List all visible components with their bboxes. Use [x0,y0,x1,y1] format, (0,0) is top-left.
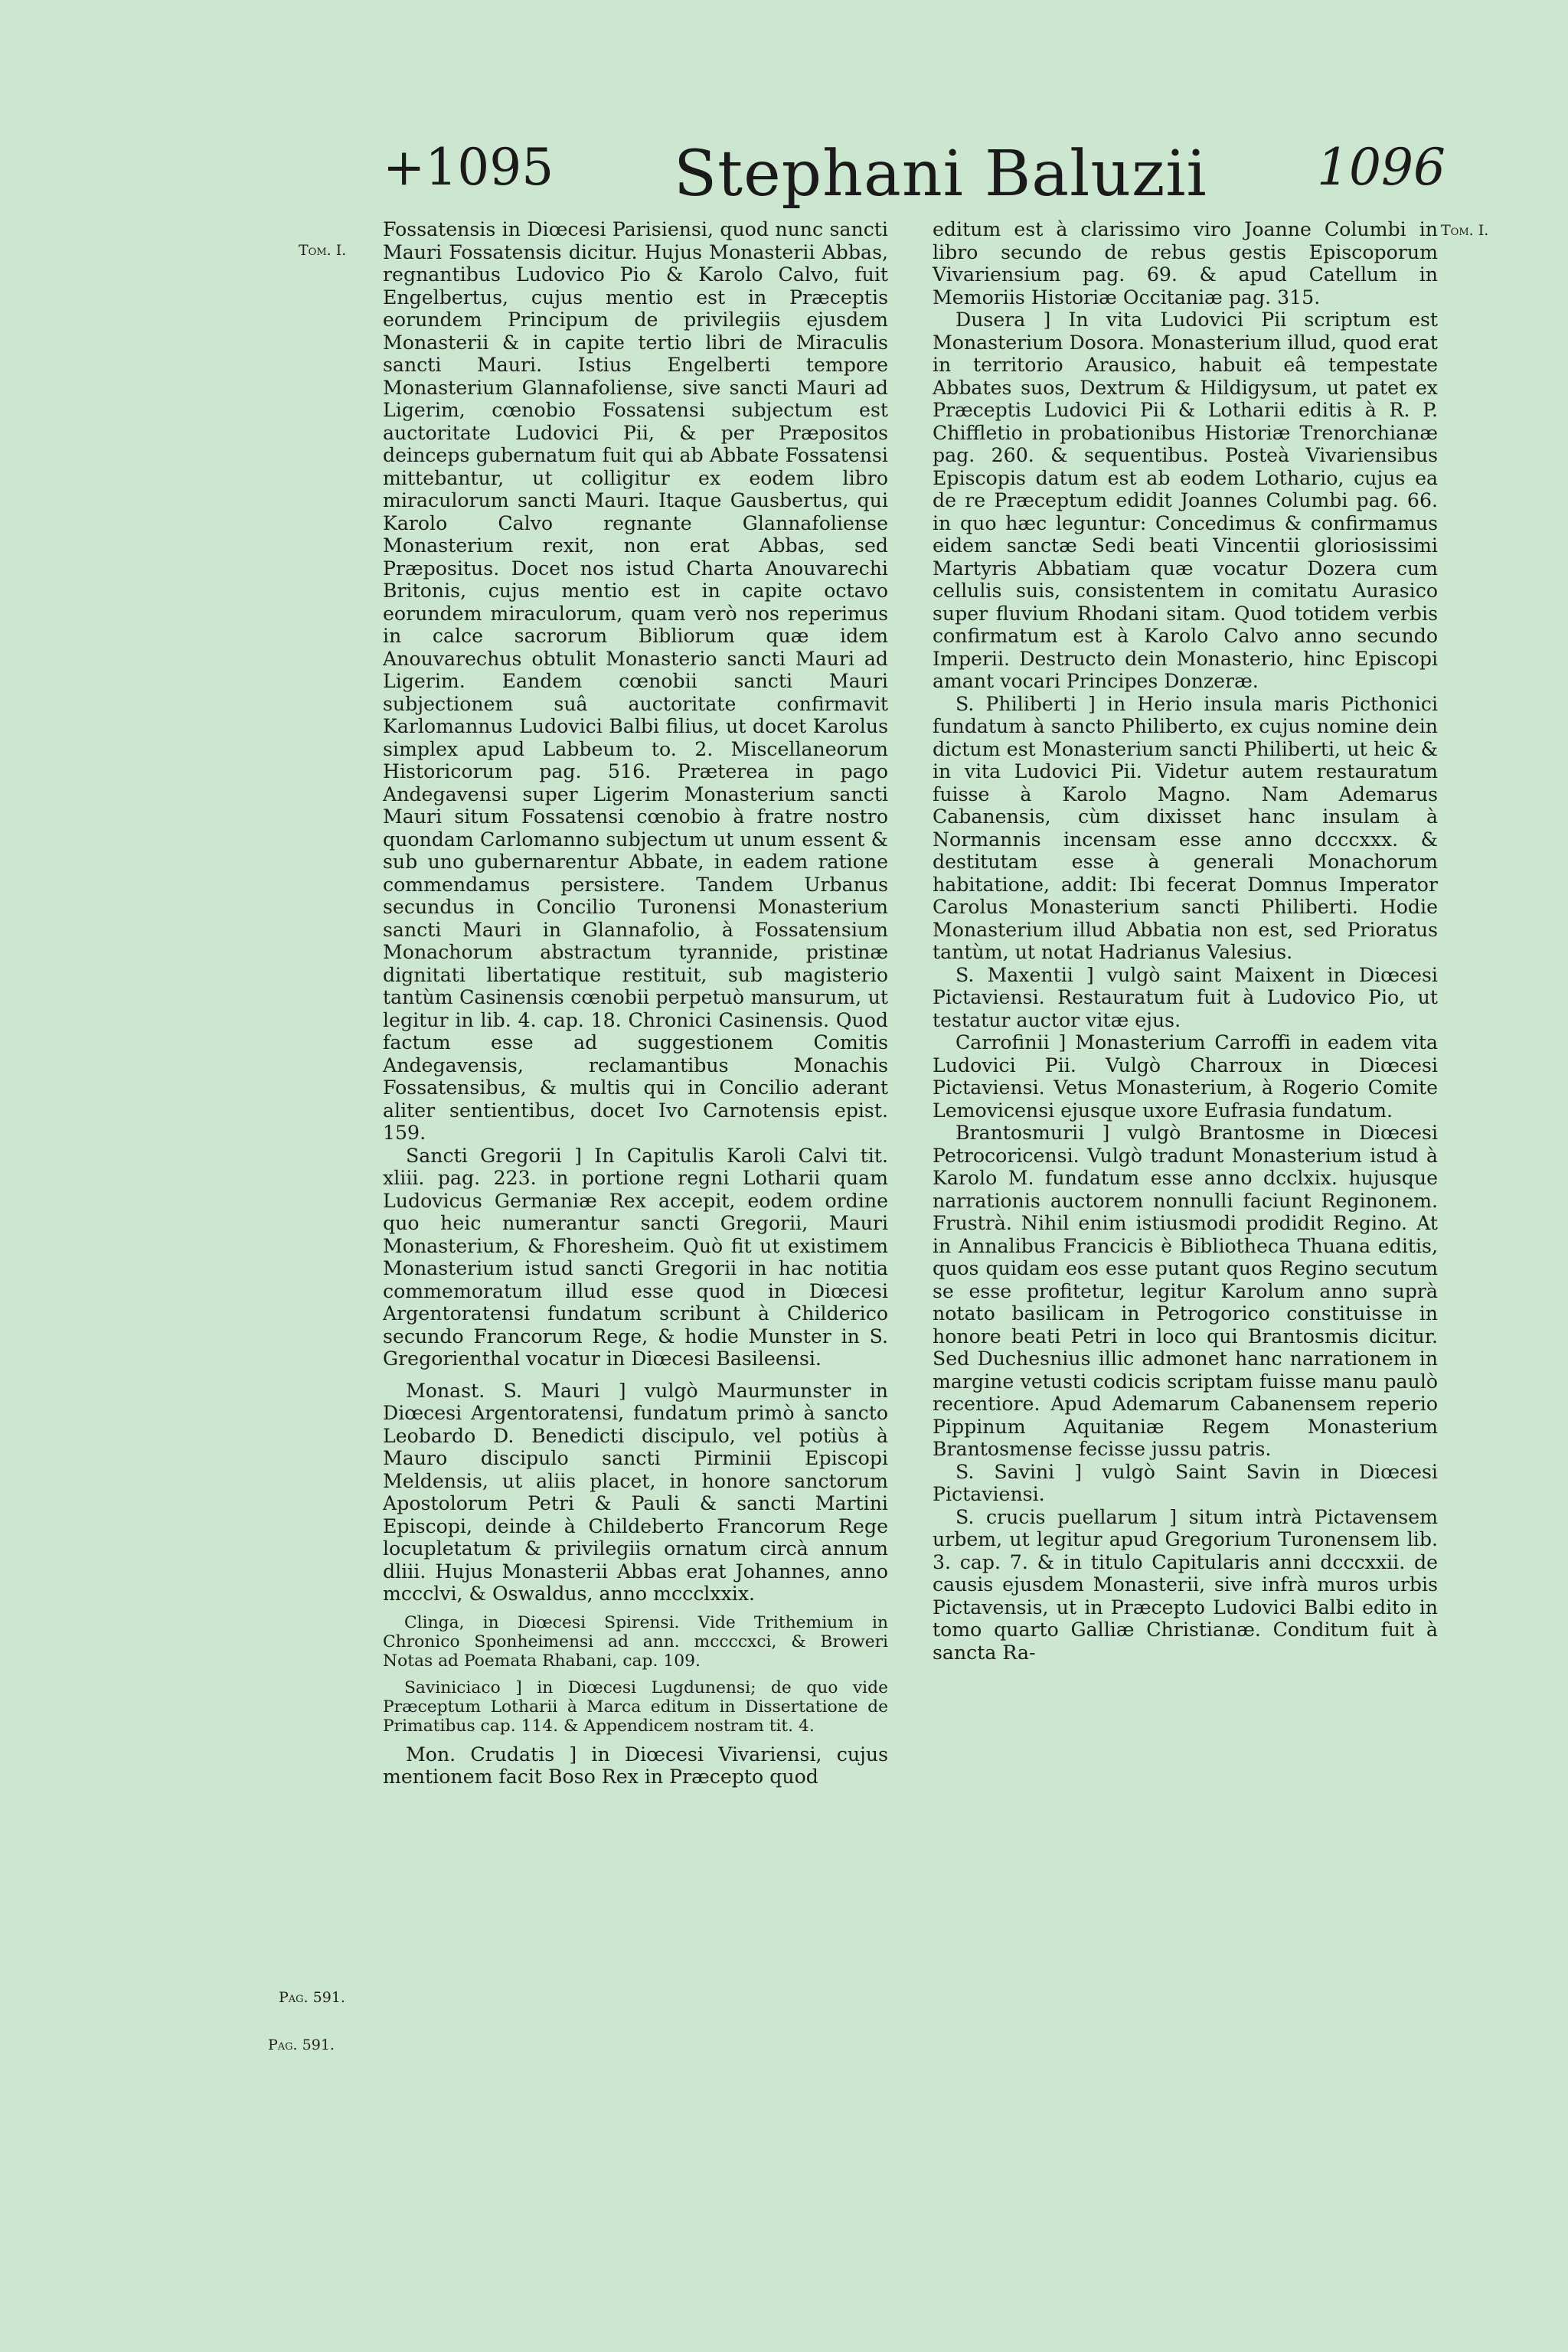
paragraph-clinga: Clinga, in Diœcesi Spirensi. Vide Trithemium in Chronico Sponheimensi ad ann. mccccxci, & Broweri Notas ad Poemata Rhabani, cap. 109. [383,1612,888,1671]
margin-pag-a: Pag. 591. [279,1989,345,2006]
paragraph-s-crucis: S. crucis puellarum ] situm intrà Pictavensem urbem, ut legitur apud Gregorium Turonensem lib. 3. cap. 7. & in titulo Capitularis anni dcccxxii. de causis ejusdem Monasterii, sive infrà muros urbis Pictavensis, ut in Præcepto Ludovici Balbi edito in tomo quarto Galliæ Christianæ. Conditum fuit à sancta Ra- [933,1505,1438,1664]
running-title: Stephani Baluzii [674,138,1207,211]
margin-tom-left: Tom. I. [299,242,347,259]
paragraph-fossatensis: Fossatensis in Diœcesi Parisiensi, quod nunc sancti Mauri Fossatensis dicitur. Hujus Monasterii Abbas, regnantibus Ludovico Pio & Karolo Calvo, fuit Engelbertus, cujus mentio est in Præceptis eorundem Principum de privilegiis ejusdem Monasterii & in capite tertio libri de Miraculis sancti Mauri. Istius Engelberti tempore Monasterium Glannafoliense, sive sancti Mauri ad Ligerim, cœnobio Fossatensi subjectum est auctoritate Ludovici Pii, & per Præpositos deinceps gubernatum fuit qui ab Abbate Fossatensi mittebantur, ut colligitur ex eodem libro miraculorum sancti Mauri. Itaque Gausbertus, qui Karolo Calvo regnante Glannafoliense Monasterium rexit, non erat Abbas, sed Præpositus. Docet nos istud Charta Anouvarechi Britonis, cujus mentio est in capite octavo eorundem miraculorum, quam verò nos reperimus in calce sacrorum Bibliorum quæ idem Anouvarechus obtulit Monasterio sancti Mauri ad Ligerim. Eandem cœnobii sancti Mauri subjectionem suâ auctoritate confirmavit Karlomannus Ludovici Balbi filius, ut docet Karolus simplex apud Labbeum to. 2. Miscellaneorum Historicorum pag. 516. Præterea in pago Andegavensi super Ligerim Monasterium sancti Mauri situm Fossatensi cœnobio à fratre nostro quondam Carlomanno subjectum ut unum essent & sub uno gubernarentur Abbate, in eadem ratione commendamus persistere. Tandem Urbanus secundus in Concilio Turonensi Monasterium sancti Mauri in Glannafolio, à Fossatensium Monachorum abstractum tyrannide, pristinæ dignitati libertatique restituit, sub magisterio tantùm Casinensis cœnobii perpetuò mansurum, ut legitur in lib. 4. cap. 18. Chronici Casinensis. Quod factum esse ad suggestionem Comitis Andegavensis, reclamantibus Monachis Fossatensibus, & multis qui in Concilio aderant aliter sentientibus, docet Ivo Carnotensis epist. 159. [383,218,888,1144]
paragraph-s-maxentii: S. Maxentii ] vulgò saint Maixent in Diœcesi Pictaviensi. Restauratum fuit à Ludovico Pio, ut testatur auctor vitæ ejus. [933,963,1438,1031]
margin-tom-right: Tom. I. [1441,222,1489,239]
paragraph-monast-s-mauri: Monast. S. Mauri ] vulgò Maurmunster in Diœcesi Argentoratensi, fundatum primò à sancto Leobardo D. Benedicti discipulo, vel potiùs à Mauro discipulo sancti Pirminii Episcopi Meldensis, ut aliis placet, in honore sanctorum Apostolorum Petri & Pauli & sancti Martini Episcopi, deinde à Childeberto Francorum Rege locupletatum & privilegiis ornatum circà annum dliii. Hujus Monasterii Abbas erat Johannes, anno mccclvi, & Oswaldus, anno mccclxxix. [383,1379,888,1605]
left-column [383,218,888,1788]
margin-pag-b: Pag. 591. [268,2037,335,2053]
paragraph-dusera: Dusera ] In vita Ludovici Pii scriptum est Monasterium Dosora. Monasterium illud, quod erat in territorio Arausico, habuit eâ tempestate Abbates suos, Dextrum & Hildigysum, ut patet ex Præceptis Ludovici Pii & Lotharii editis à R. P. Chiffletio in probationibus Historiæ Trenorchianæ pag. 260. & sequentibus. Posteà Vivariensibus Episcopis datum est ab eodem Lothario, cujus ea de re Præceptum edidit Joannes Columbi pag. 66. in quo hæc leguntur: Concedimus & confirmamus eidem sanctæ Sedi beati Vincentii gloriosissimi Martyris Abbatiam quæ vocatur Dozera cum cellulis suis, consistentem in comitatu Aurasico super fluvium Rhodani sitam. Quod totidem verbis confirmatum est à Karolo Calvo anno secundo Imperii. Destructo dein Monasterio, hinc Episcopi amant vocari Principes Donzeræ. [933,309,1438,692]
right-column [933,218,1438,1664]
paragraph-mon-crudatis: Mon. Crudatis ] in Diœcesi Vivariensi, cujus mentionem facit Boso Rex in Præcepto quod [383,1743,888,1788]
paragraph-saviniciaco: Saviniciaco ] in Diœcesi Lugdunensi; de quo vide Præceptum Lotharii à Marca editum in Dissertatione de Primatibus cap. 114. & Appendicem nostram tit. 4. [383,1677,888,1736]
paragraph-s-philiberti: S. Philiberti ] in Herio insula maris Picthonici fundatum à sancto Philiberto, ex cujus nomine dein dictum est Monasterium sancti Philiberti, ut heic & in vita Ludovici Pii. Videtur autem restauratum fuisse à Karolo Magno. Nam Ademarus Cabanensis, cùm dixisset hanc insulam à Normannis incensam esse anno dcccxxx. & destitutam esse à generali Monachorum habitatione, addit: Ibi fecerat Domnus Imperator Carolus Monasterium sancti Philiberti. Hodie Monasterium illud Abbatia non est, sed Prioratus tantùm, ut notat Hadrianus Valesius. [933,692,1438,963]
paragraph-editum: editum est à clarissimo viro Joanne Columbi in libro secundo de rebus gestis Episcoporum Vivariensium pag. 69. & apud Catellum in Memoriis Historiæ Occitaniæ pag. 315. [933,218,1438,309]
paragraph-brantosmurii: Brantosmurii ] vulgò Brantosme in Diœcesi Petrocoricensi. Vulgò tradunt Monasterium istud à Karolo M. fundatum esse anno dcclxix. hujusque narrationis auctorem nonnulli faciunt Reginonem. Frustrà. Nihil enim istiusmodi prodidit Regino. At in Annalibus Francicis è Bibliotheca Thuana editis, quos quidam eos esse putant quos Regino secutum se esse profitetur, legitur Karolum anno suprà notato basilicam in Petrogorico constituisse in honore beati Petri in loco qui Brantosmis dicitur. Sed Duchesnius illic admonet hanc narrationem in margine vetusti codicis scriptam fuisse manu paulò recentiore. Apud Ademarum Cabanensem reperio Pippinum Aquitaniæ Regem Monasterium Brantosmense fecisse jussu patris. [933,1122,1438,1460]
page-number-left: +1095 [383,138,554,197]
paragraph-sancti-gregorii: Sancti Gregorii ] In Capitulis Karoli Calvi tit. xliii. pag. 223. in portione regni Lotharii quam Ludovicus Germaniæ Rex accepit, eodem ordine quo heic numerantur sancti Gregorii, Mauri Monasterium, & Fhoresheim. Quò fit ut existimem Monasterium istud sancti Gregorii in hac notitia commemoratum illud esse quod in Diœcesi Argentoratensi fundatum scribunt à Childerico secundo Francorum Rege, & hodie Munster in S. Gregorienthal vocatur in Diœcesi Basileensi. [383,1144,888,1370]
paragraph-carrofinii: Carrofinii ] Monasterium Carroffi in eadem vita Ludovici Pii. Vulgò Charroux in Diœcesi Pictaviensi. Vetus Monasterium, à Rogerio Comite Lemovicensi ejusque uxore Eufrasia fundatum. [933,1031,1438,1122]
page-number-right: 1096 [1317,138,1446,197]
paragraph-s-savini: S. Savini ] vulgò Saint Savin in Diœcesi Pictaviensi. [933,1460,1438,1505]
